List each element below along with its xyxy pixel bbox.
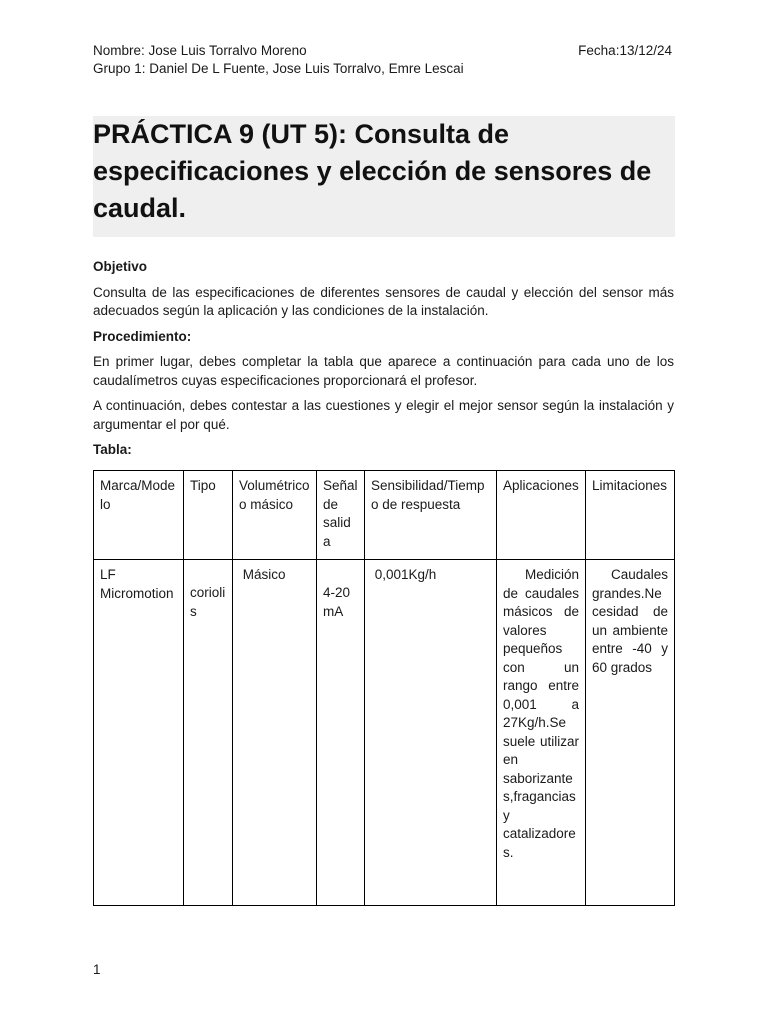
page-title: PRÁCTICA 9 (UT 5): Consulta de especificaciones y elección de sensores de caudal.: [93, 119, 652, 223]
objetivo-heading: Objetivo: [93, 259, 148, 274]
cell-aplicaciones: Medición de caudales másicos de valores pequeños con un rango entre 0,001 a 27Kg/h.Se suele utilizar en saborizantes,fragancias y catalizadores.: [497, 560, 586, 906]
header-date: Fecha:13/12/24: [578, 43, 672, 58]
table-row: [94, 560, 675, 906]
header-sensibilidad: Sensibilidad/Tiempo de respuesta: [365, 471, 497, 560]
header-senal: Señal de salida: [317, 471, 365, 560]
header-aplicaciones: Aplicaciones: [497, 471, 586, 560]
header-name: Nombre: Jose Luis Torralvo Moreno: [93, 43, 307, 58]
cell-tipo: coriolis: [184, 560, 233, 906]
cell-senal: 4-20 mA: [317, 560, 365, 906]
table-header-row: [94, 471, 675, 560]
procedimiento-paragraph-2: A continuación, debes contestar a las cuestiones y elegir el mejor sensor según la instalación y argumentar el por qué.: [93, 398, 674, 432]
title-box: [93, 116, 675, 237]
header-group: Grupo 1: Daniel De L Fuente, Jose Luis Torralvo, Emre Lescai: [93, 61, 464, 76]
tabla-heading: Tabla:: [93, 442, 132, 457]
procedimiento-paragraph-1: En primer lugar, debes completar la tabla que aparece a continuación para cada uno de los caudalímetros cuyas especificaciones proporcionará el profesor.: [93, 354, 674, 388]
header-tipo: Tipo: [184, 471, 233, 560]
content: [93, 258, 674, 467]
header-limitaciones: Limitaciones: [586, 471, 675, 560]
page-number: 1: [93, 962, 101, 977]
procedimiento-heading: Procedimiento:: [93, 328, 192, 344]
header-volumetrico: Volumétrico o másico: [233, 471, 317, 560]
cell-marca: LF Micromotion: [94, 560, 184, 906]
cell-limitaciones: Caudales grandes.Necesidad de un ambiente entre -40 y 60 grados: [586, 560, 675, 906]
sensor-spec-table: [93, 470, 675, 906]
objetivo-paragraph: Consulta de las especificaciones de diferentes sensores de caudal y elección del sensor más adecuados según la aplicación y las condiciones de la instalación.: [93, 284, 674, 318]
cell-sensibilidad: 0,001Kg/h: [365, 560, 497, 906]
cell-volumetrico: Másico: [233, 560, 317, 906]
header-marca: Marca/Modelo: [94, 471, 184, 560]
